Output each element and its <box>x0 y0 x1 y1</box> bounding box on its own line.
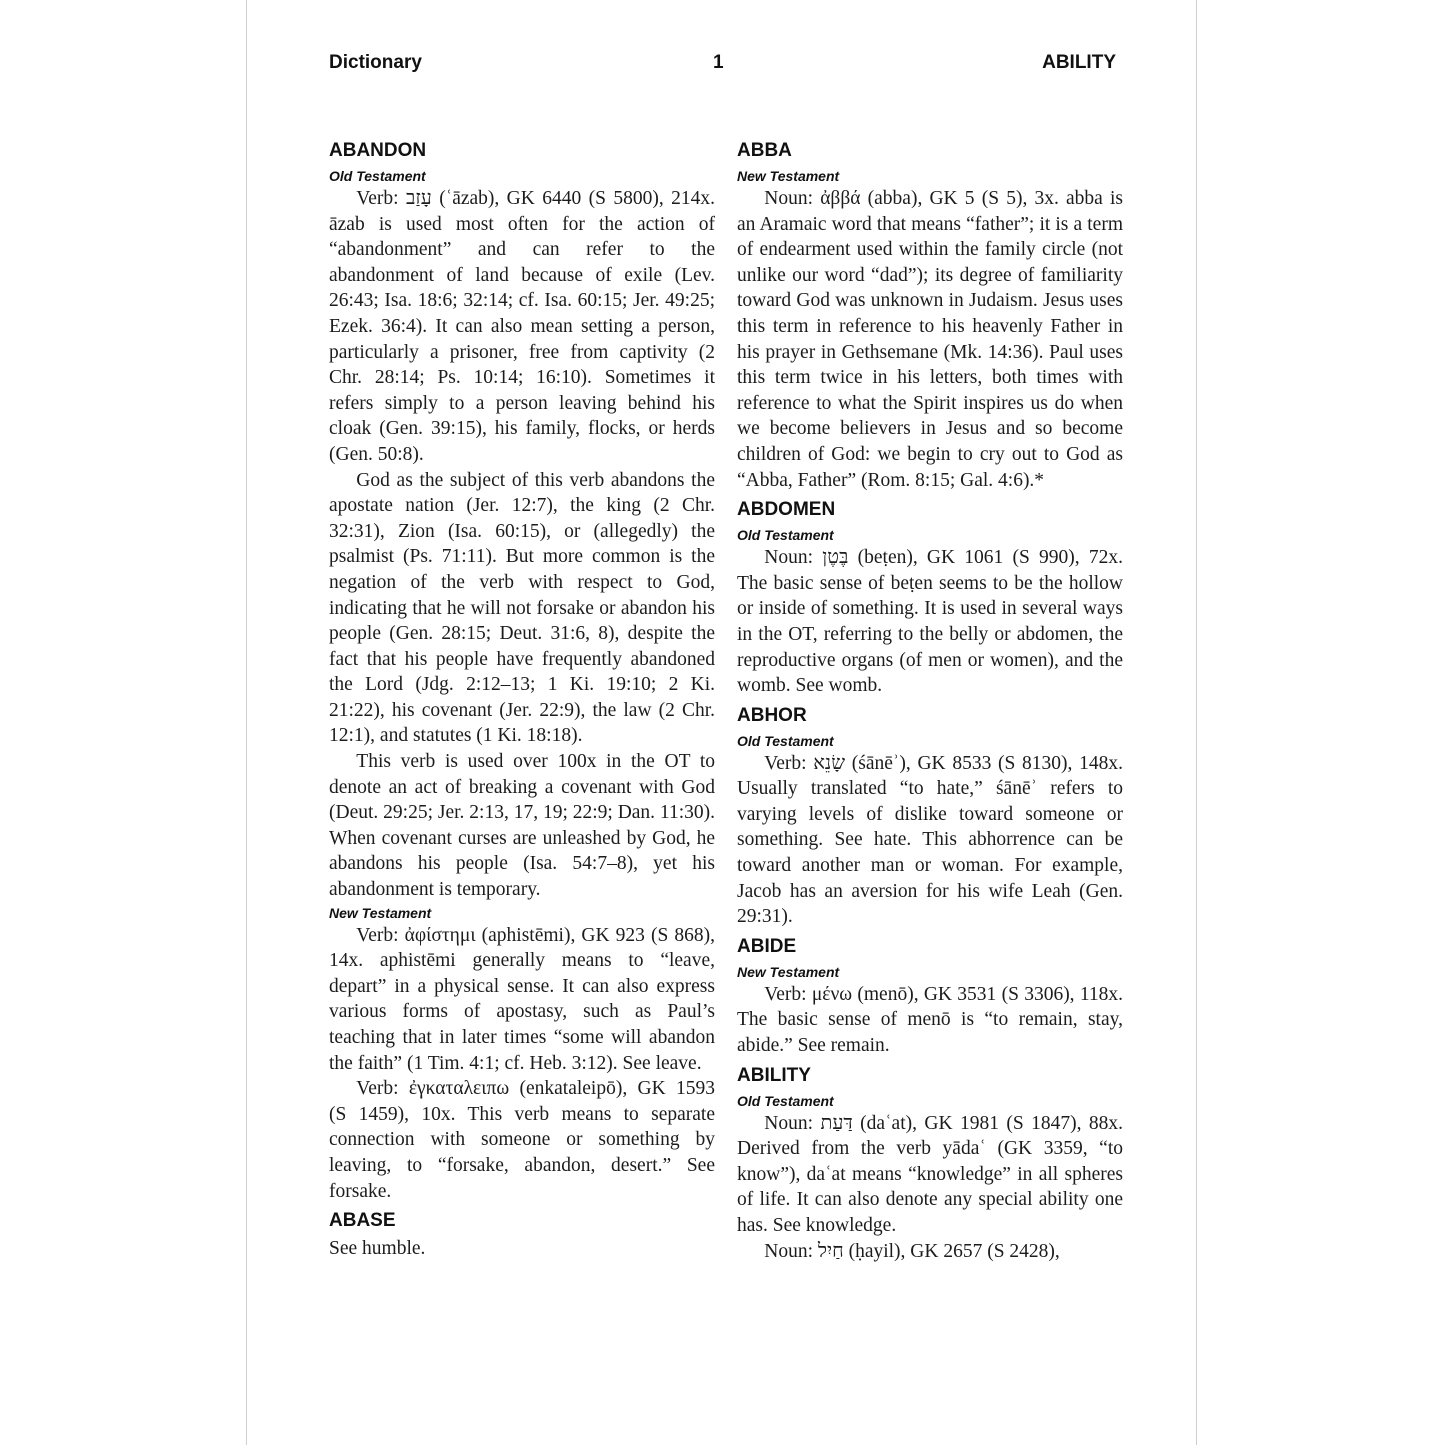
testament-label: New Testament <box>329 904 432 921</box>
entry-paragraph: Noun: דַּעַת (daʿat), GK 1981 (S 1847), 88x. Derived from the verb yādaʿ (GK 3359, “to know”), daʿat means “knowledge” in all spheres of life. It can also denote any special ability one has. See knowledge. <box>737 1112 1123 1236</box>
entry-ability <box>737 1063 1123 1265</box>
entry-paragraph: Verb: ἐγκαταλειπω (enkataleipō), GK 1593 (S 1459), 10x. This verb means to separate connection with someone or something by leaving, to “forsake, abandon, desert.” See forsake. <box>329 1078 715 1202</box>
page-number: 1 <box>713 52 724 73</box>
entry-paragraph: Noun: בֶּטֶן (beṭen), GK 1061 (S 990), 72x. The basic sense of beṭen seems to be the hollow or inside of something. It is used in several ways in the OT, referring to the belly or abdomen, the reproductive organs (of men or women), and the womb. See womb. <box>737 547 1124 697</box>
entry-paragraph: Verb: ἀφίστημι (aphistēmi), GK 923 (S 868), 14x. aphistēmi generally means to “leave, depart” in a physical sense. It can also express various forms of apostasy, such as Paul’s teaching that in later times “some will abandon the faith” (1 Tim. 4:1; cf. Heb. 3:12). See leave. <box>329 924 715 1074</box>
entry-paragraph: Noun: ἀββά (abba), GK 5 (S 5), 3x. abba is an Aramaic word that means “father”; it is a term of endearment used within the family circle (not unlike our word “dad”); its degree of familiarity toward God was unknown in Judaism. Jesus uses this term in reference to his heavenly Father in his prayer in Gethsemane (Mk. 14:36). Paul uses this term twice in his letters, both times with reference to what the Spirit inspires us do when we become believers in Jesus and so become children of God: we begin to cry out to God as “Abba, Father” (Rom. 8:15; Gal. 4:6).* <box>737 188 1123 491</box>
entry-headword: ABASE <box>329 1210 396 1232</box>
entry-paragraph: Verb: שָׂנֵא (śānēʾ), GK 8533 (S 8130), 148x. Usually translated “to hate,” śānēʾ refers to varying levels of dislike toward someone or something. See hate. This abhorrence can be toward another man or woman. For example, Jacob has an aversion for his wife Leah (Gen. 29:31). <box>737 752 1123 928</box>
testament-label: Old Testament <box>737 527 834 544</box>
entry-paragraph: God as the subject of this verb abandons the apostate nation (Jer. 12:7), the king (2 Chr. 32:31), Zion (Isa. 60:15), or (allegedly) the psalmist (Ps. 71:11). But more common is the negation of the verb with respect to God, indicating that he will not forsake or abandon his people (Gen. 28:15; Deut. 31:6, 8), despite the fact that his people have frequently abandoned the Lord (Jdg. 2:12–13; 1 Ki. 19:10; 2 Ki. 21:22), his covenant (Jer. 22:9), the law (2 Chr. 12:1), and statutes (1 Ki. 18:18). <box>329 469 715 747</box>
entry-headword: ABILITY <box>737 1064 811 1086</box>
testament-label: New Testament <box>737 963 840 980</box>
entry-abandon <box>329 138 715 1204</box>
entry-headword: ABBA <box>737 140 792 161</box>
entry-paragraph: See humble. <box>329 1238 426 1260</box>
right-column <box>737 134 1123 1264</box>
dictionary-page <box>246 0 1197 1445</box>
entry-headword: ABANDON <box>329 140 427 161</box>
running-head-section: Dictionary <box>329 52 422 73</box>
entry-paragraph: Verb: עָזַב (ʿāzab), GK 6440 (S 5800), 214x. āzab is used most often for the action of “abandonment” and can refer to the abandonment of land because of exile (Lev. 26:43; Isa. 18:6; 32:14; cf. Isa. 60:15; Jer. 49:25; Ezek. 36:4). It can also mean setting a person, particularly a prisoner, free from captivity (2 Chr. 28:14; Ps. 10:14; 16:10). Sometimes it refers simply to a person leaving behind his cloak (Gen. 39:15), his family, flocks, or herds (Gen. 50:8). <box>329 188 715 465</box>
entry-headword: ABHOR <box>737 704 807 726</box>
running-head-guide-word: ABILITY <box>1042 52 1116 73</box>
entry-abba <box>737 138 1123 493</box>
testament-label: Old Testament <box>737 1092 834 1109</box>
entry-abdomen <box>737 497 1123 699</box>
testament-label: Old Testament <box>737 732 834 749</box>
entry-paragraph: Noun: חַיִל (ḥayil), GK 2657 (S 2428), <box>764 1240 1060 1262</box>
entry-abhor <box>737 703 1123 930</box>
entry-abase <box>329 1208 715 1262</box>
left-column <box>329 134 715 1262</box>
entry-headword: ABIDE <box>737 935 797 957</box>
entry-headword: ABDOMEN <box>737 499 836 521</box>
entry-abide <box>737 934 1123 1059</box>
entry-paragraph: This verb is used over 100x in the OT to denote an act of breaking a covenant with God (Deut. 29:25; Jer. 2:13, 17, 19; 22:9; Dan. 11:30). When covenant curses are unleashed by God, he abandons his people (Isa. 54:7–8), yet his abandonment is temporary. <box>329 751 715 901</box>
testament-label: New Testament <box>737 168 840 184</box>
testament-label: Old Testament <box>329 168 426 184</box>
entry-paragraph: Verb: μένω (menō), GK 3531 (S 3306), 118x. The basic sense of menō is “to remain, stay, abide.” See remain. <box>737 983 1123 1057</box>
